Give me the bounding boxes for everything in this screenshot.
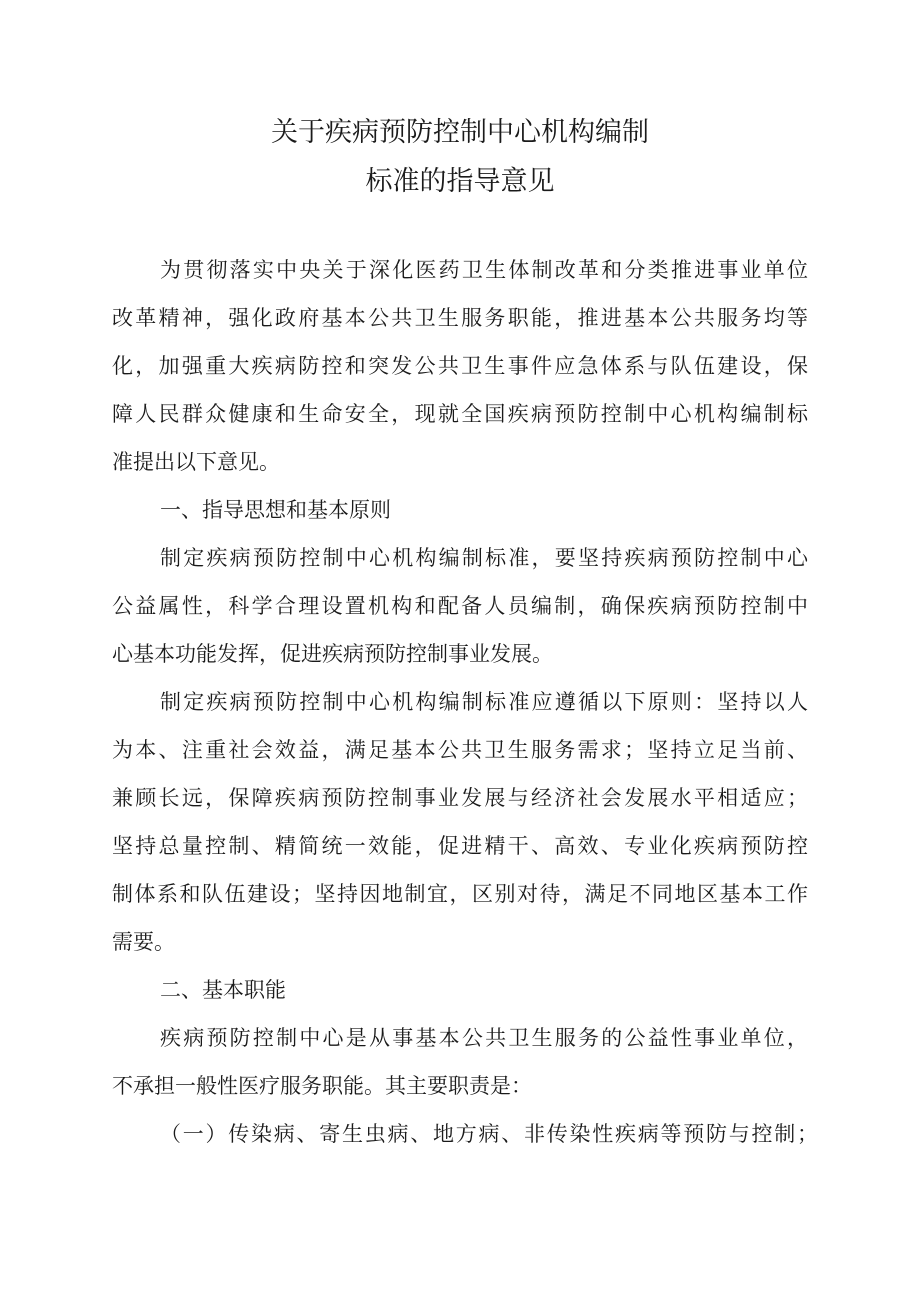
paragraph-3-line-4: 坚持总量控制、精简统一效能，促进精干、高效、专业化疾病预防控 [112, 834, 808, 858]
paragraph-3-line-1: 制定疾病预防控制中心机构编制标准应遵循以下原则：坚持以人 [160, 690, 808, 714]
list-item-1: （一）传染病、寄生虫病、地方病、非传染性疾病等预防与控制； [160, 1122, 818, 1146]
document-title-line-1: 关于疾病预防控制中心机构编制 [271, 117, 649, 148]
paragraph-1-line-3: 化，加强重大疾病防控和突发公共卫生事件应急体系与队伍建设，保 [112, 354, 808, 378]
paragraph-1-line-1: 为贯彻落实中央关于深化医药卫生体制改革和分类推进事业单位 [160, 258, 808, 282]
paragraph-2-line-1: 制定疾病预防控制中心机构编制标准，要坚持疾病预防控制中心 [160, 546, 808, 570]
paragraph-4-line-2: 不承担一般性医疗服务职能。其主要职责是： [112, 1074, 532, 1098]
paragraph-3-line-5: 制体系和队伍建设；坚持因地制宜，区别对待，满足不同地区基本工作 [112, 882, 808, 906]
paragraph-4-line-1: 疾病预防控制中心是从事基本公共卫生服务的公益性事业单位， [160, 1026, 808, 1050]
paragraph-3-line-6: 需要。 [112, 930, 175, 954]
document-title-line-2: 标准的指导意见 [365, 166, 555, 197]
section-1-heading: 一、指导思想和基本原则 [160, 498, 391, 522]
paragraph-3-line-2: 为本、注重社会效益，满足基本公共卫生服务需求；坚持立足当前、 [112, 738, 808, 762]
paragraph-3-line-3: 兼顾长远，保障疾病预防控制事业发展与经济社会发展水平相适应； [112, 786, 808, 810]
paragraph-2-line-3: 心基本功能发挥，促进疾病预防控制事业发展。 [112, 642, 553, 666]
paragraph-1-line-2: 改革精神，强化政府基本公共卫生服务职能，推进基本公共服务均等 [112, 306, 808, 330]
section-2-heading: 二、基本职能 [160, 978, 286, 1002]
paragraph-1-line-5: 准提出以下意见。 [112, 450, 280, 474]
paragraph-1-line-4: 障人民群众健康和生命安全，现就全国疾病预防控制中心机构编制标 [112, 402, 808, 426]
paragraph-2-line-2: 公益属性，科学合理设置机构和配备人员编制，确保疾病预防控制中 [112, 594, 808, 618]
